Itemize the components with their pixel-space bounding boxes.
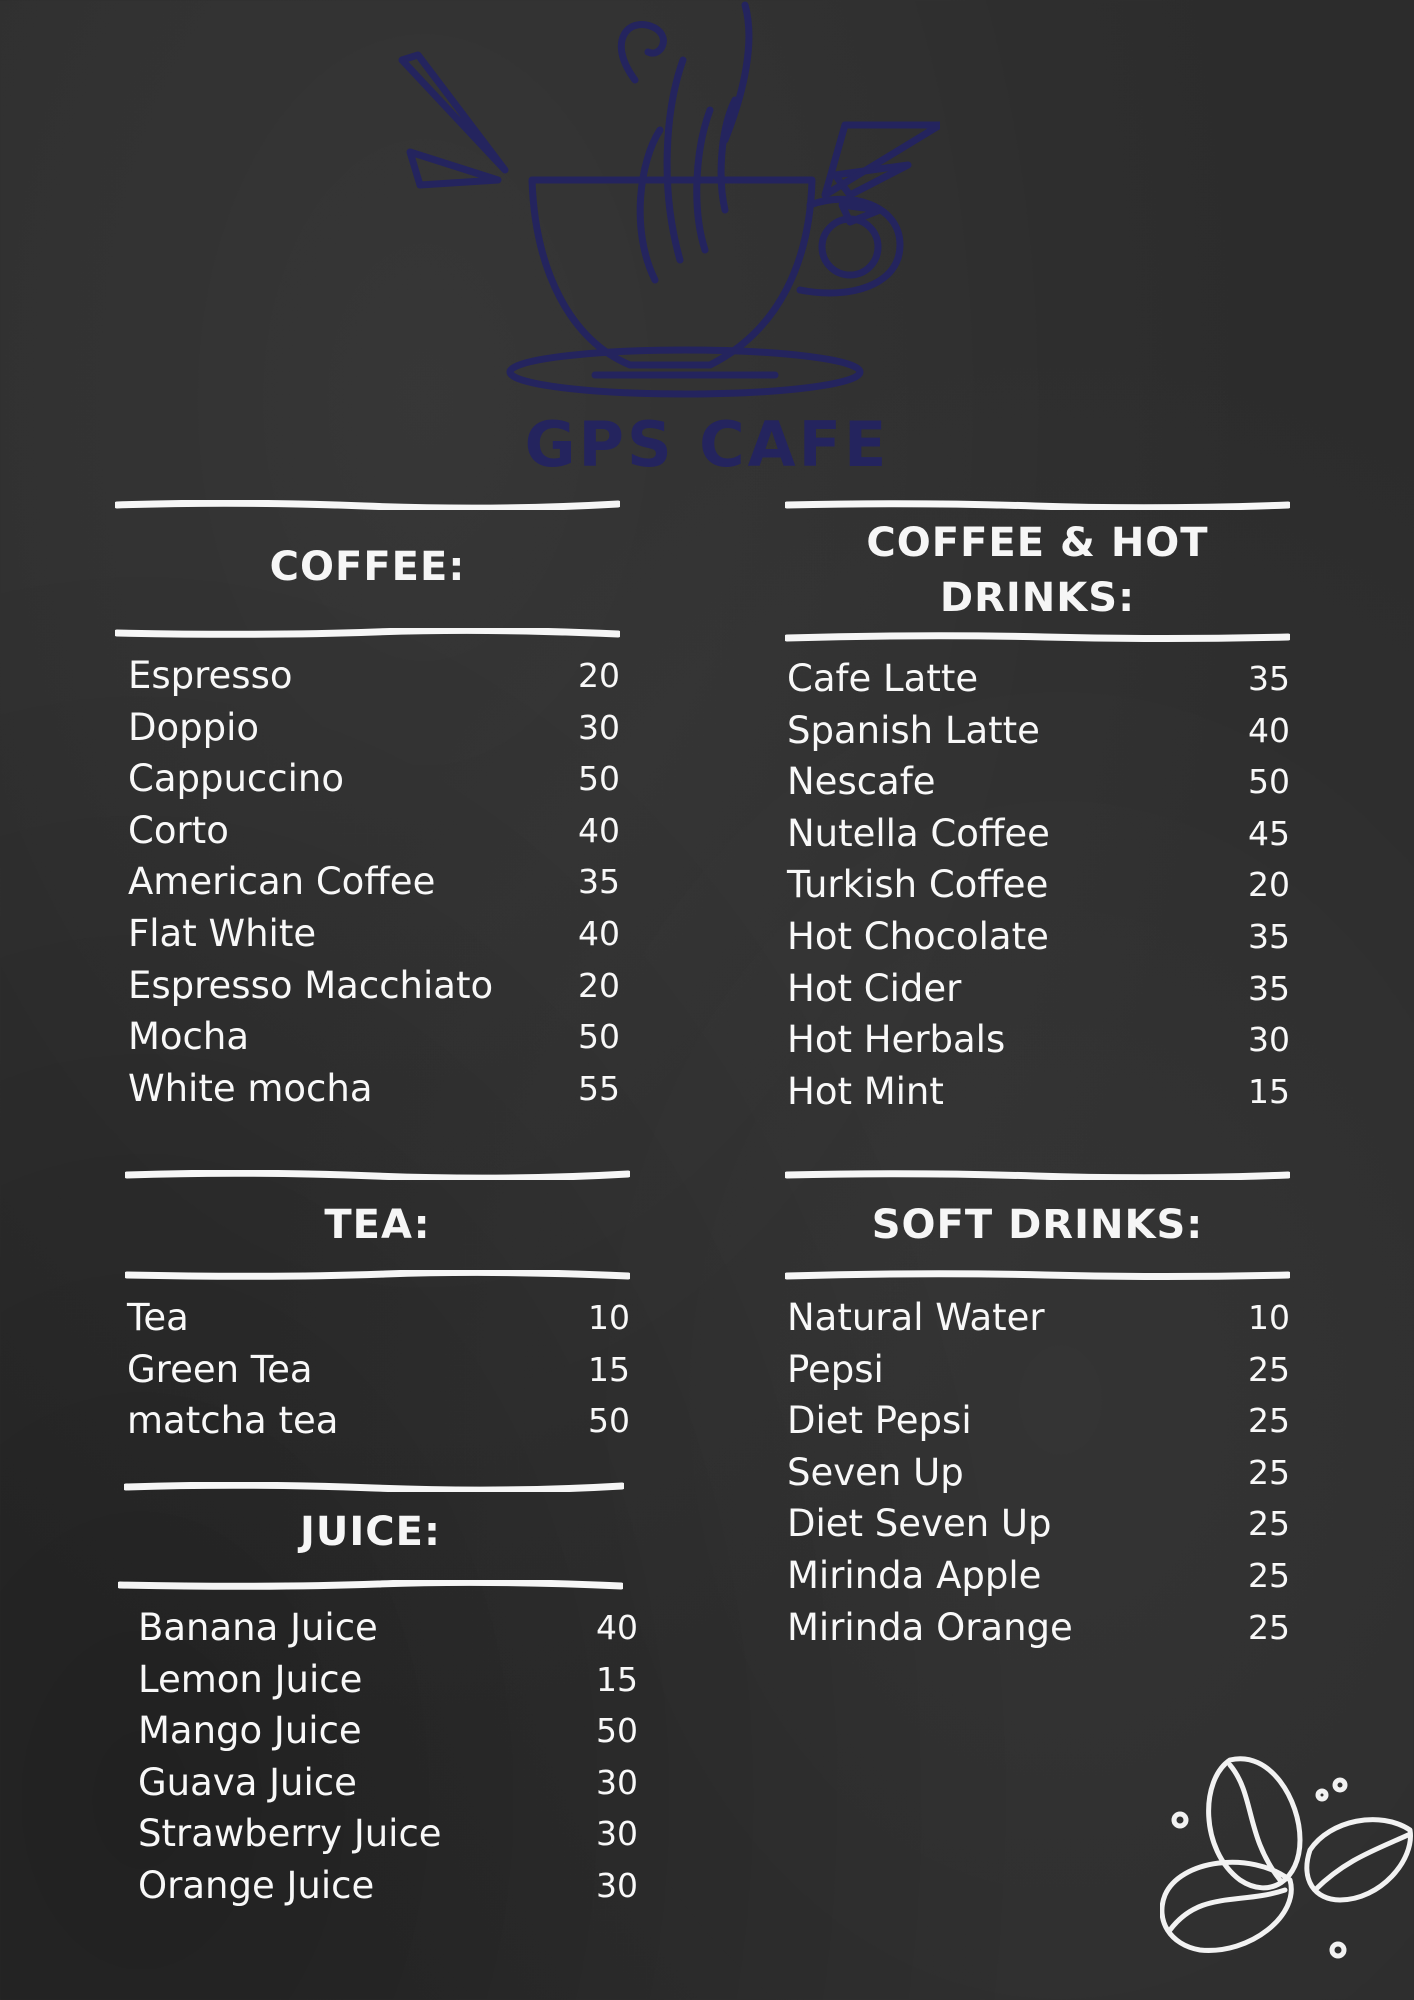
chalk-divider <box>115 500 620 510</box>
soft-drinks-heading: SOFT DRINKS: <box>871 1202 1204 1248</box>
menu-item <box>128 856 620 908</box>
item-price: 20 <box>578 656 620 695</box>
item-name: Nutella Coffee <box>787 811 1050 855</box>
item-name: Pepsi <box>787 1347 884 1391</box>
menu-item <box>138 1705 638 1757</box>
item-name: Mirinda Orange <box>787 1605 1073 1649</box>
coffee-list <box>128 650 620 1114</box>
item-price: 15 <box>596 1659 638 1699</box>
juice-section <box>118 1482 638 1922</box>
item-name: Banana Juice <box>138 1606 378 1649</box>
item-price: 25 <box>1248 1555 1290 1595</box>
chalk-divider <box>785 500 1290 510</box>
menu-item <box>787 808 1290 860</box>
menu-item <box>787 1602 1290 1654</box>
item-price: 35 <box>1248 968 1290 1008</box>
item-price: 50 <box>578 759 620 799</box>
item-price: 30 <box>1248 1020 1290 1060</box>
item-price: 25 <box>1248 1401 1290 1441</box>
item-price: 15 <box>1248 1071 1290 1111</box>
item-name: Doppio <box>128 705 260 749</box>
item-name: Corto <box>128 808 229 852</box>
coffee-beans-icon <box>1160 1740 1414 1980</box>
chalk-divider <box>115 628 620 638</box>
tea-section <box>125 1170 630 1460</box>
item-price: 40 <box>578 913 620 953</box>
item-name: Guava Juice <box>138 1760 357 1804</box>
juice-list <box>138 1602 638 1912</box>
item-name: Espresso Macchiato <box>128 963 494 1007</box>
item-price: 50 <box>1248 762 1290 802</box>
item-price: 20 <box>1248 865 1290 905</box>
item-price: 25 <box>1248 1349 1290 1389</box>
menu-item <box>787 1344 1290 1396</box>
item-price: 55 <box>578 1068 620 1108</box>
chalk-divider <box>125 1170 630 1180</box>
item-price: 10 <box>588 1298 630 1337</box>
tea-list <box>127 1292 630 1447</box>
menu-item <box>138 1654 638 1706</box>
item-name: Mirinda Apple <box>787 1553 1042 1597</box>
soft-drinks-section <box>785 1170 1290 1670</box>
item-name: matcha tea <box>127 1399 339 1443</box>
chalk-divider <box>785 632 1290 642</box>
item-name: Cafe Latte <box>787 657 979 700</box>
item-price: 45 <box>1248 813 1290 853</box>
item-price: 10 <box>1248 1298 1290 1337</box>
item-name: Hot Mint <box>787 1069 944 1113</box>
chalk-divider <box>785 1170 1290 1180</box>
menu-item <box>127 1344 630 1396</box>
item-price: 50 <box>578 1017 620 1057</box>
item-name: Turkish Coffee <box>787 863 1049 907</box>
item-name: Orange Juice <box>138 1863 375 1907</box>
menu-item <box>787 653 1290 705</box>
item-name: Mango Juice <box>138 1709 362 1753</box>
item-price: 20 <box>578 965 620 1005</box>
item-name: Diet Pepsi <box>787 1399 972 1443</box>
chalk-divider <box>785 1270 1290 1280</box>
menu-item <box>127 1395 630 1447</box>
menu-item <box>128 908 620 960</box>
menu-item <box>787 911 1290 963</box>
item-price: 40 <box>596 1608 638 1647</box>
menu-item <box>128 650 620 702</box>
item-price: 15 <box>588 1349 630 1389</box>
item-name: Cappuccino <box>128 757 344 801</box>
menu-item <box>787 859 1290 911</box>
item-name: Nescafe <box>787 760 936 804</box>
menu-item <box>787 756 1290 808</box>
item-price: 50 <box>588 1401 630 1441</box>
juice-heading: JUICE: <box>300 1509 441 1555</box>
menu-item <box>787 1498 1290 1550</box>
menu-item <box>128 753 620 805</box>
menu-item <box>128 1011 620 1063</box>
item-name: Diet Seven Up <box>787 1502 1052 1546</box>
menu-item <box>138 1602 638 1654</box>
menu-item <box>787 705 1290 757</box>
menu-item <box>138 1757 638 1809</box>
item-price: 35 <box>1248 659 1290 698</box>
item-price: 30 <box>596 1865 638 1905</box>
item-name: Hot Herbals <box>787 1018 1006 1062</box>
menu-item <box>128 960 620 1012</box>
item-name: White mocha <box>128 1066 373 1110</box>
item-name: Strawberry Juice <box>138 1812 442 1856</box>
item-name: Espresso <box>128 654 293 697</box>
item-name: Seven Up <box>787 1450 964 1494</box>
chalk-divider <box>124 1482 624 1492</box>
hot-drinks-heading-line1: COFFEE & HOT <box>866 520 1209 566</box>
item-name: Tea <box>127 1296 189 1339</box>
menu-item <box>138 1860 638 1912</box>
hot-drinks-section <box>785 500 1290 1120</box>
coffee-heading: COFFEE: <box>269 544 466 590</box>
menu-item <box>787 1550 1290 1602</box>
item-price: 30 <box>596 1762 638 1802</box>
menu-item <box>787 963 1290 1015</box>
menu-item <box>128 702 620 754</box>
menu-item <box>128 805 620 857</box>
item-price: 25 <box>1248 1607 1290 1647</box>
menu-item <box>787 1014 1290 1066</box>
menu-item <box>138 1808 638 1860</box>
item-price: 25 <box>1248 1452 1290 1492</box>
menu-item <box>128 1063 620 1115</box>
item-name: Lemon Juice <box>138 1657 363 1701</box>
tea-heading: TEA: <box>324 1202 431 1248</box>
item-name: American Coffee <box>128 860 436 904</box>
item-price: 40 <box>578 810 620 850</box>
item-name: Natural Water <box>787 1296 1045 1339</box>
hot-drinks-list <box>787 653 1290 1117</box>
hot-drinks-heading-line2: DRINKS: <box>939 575 1136 621</box>
item-price: 35 <box>578 862 620 902</box>
item-name: Flat White <box>128 911 317 955</box>
menu-item <box>127 1292 630 1344</box>
item-price: 25 <box>1248 1504 1290 1544</box>
item-name: Mocha <box>128 1015 250 1059</box>
menu-item <box>787 1292 1290 1344</box>
item-price: 50 <box>596 1711 638 1751</box>
menu-item <box>787 1395 1290 1447</box>
item-name: Spanish Latte <box>787 708 1040 752</box>
cafe-name: GPS CAFE <box>524 408 890 481</box>
menu-item <box>787 1447 1290 1499</box>
item-name: Green Tea <box>127 1347 313 1391</box>
item-price: 30 <box>578 707 620 747</box>
item-name: Hot Chocolate <box>787 914 1049 958</box>
chalk-divider <box>118 1580 623 1590</box>
item-name: Hot Cider <box>787 966 962 1010</box>
item-price: 35 <box>1248 916 1290 956</box>
menu-item <box>787 1066 1290 1118</box>
soft-drinks-list <box>787 1292 1290 1653</box>
coffee-section <box>115 500 620 1120</box>
chalk-divider <box>125 1270 630 1280</box>
item-price: 40 <box>1248 710 1290 750</box>
item-price: 30 <box>596 1814 638 1854</box>
